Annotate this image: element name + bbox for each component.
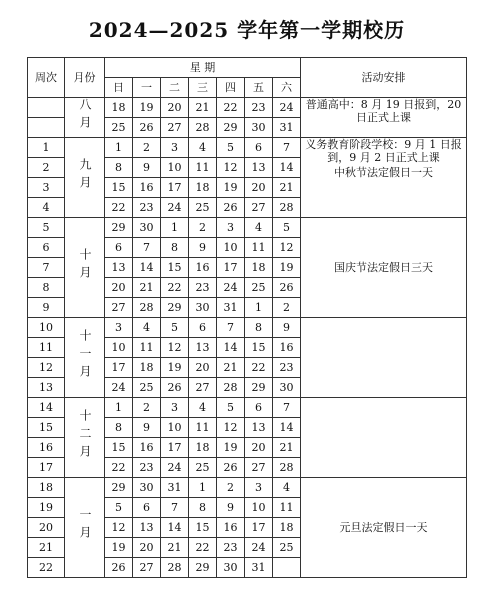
week-header: 周次 (28, 58, 65, 98)
week-row (28, 318, 467, 338)
activity-cell (301, 398, 467, 478)
day-cell: 3 (161, 138, 189, 158)
day-cell: 7 (273, 398, 301, 418)
day-cell: 12 (217, 418, 245, 438)
day-cell: 22 (161, 278, 189, 298)
day-cell: 19 (217, 178, 245, 198)
day-cell: 31 (273, 118, 301, 138)
day-cell: 25 (133, 378, 161, 398)
day-cell: 7 (161, 498, 189, 518)
day-cell: 12 (273, 238, 301, 258)
week-row (28, 98, 467, 118)
day-cell: 28 (161, 558, 189, 578)
day-cell: 23 (217, 538, 245, 558)
day-cell: 16 (133, 438, 161, 458)
day-cell: 13 (245, 158, 273, 178)
day-cell: 18 (105, 98, 133, 118)
weekday-header: 一 (133, 78, 161, 98)
day-cell: 25 (245, 278, 273, 298)
day-cell: 18 (189, 178, 217, 198)
day-cell: 27 (133, 558, 161, 578)
week-number: 18 (28, 478, 65, 498)
day-cell: 30 (189, 298, 217, 318)
week-number: 16 (28, 438, 65, 458)
week-number: 13 (28, 378, 65, 398)
day-cell: 4 (245, 218, 273, 238)
day-cell: 13 (245, 418, 273, 438)
day-cell: 9 (133, 418, 161, 438)
header-row (28, 58, 467, 78)
day-cell: 26 (105, 558, 133, 578)
day-cell: 20 (105, 278, 133, 298)
week-number: 9 (28, 298, 65, 318)
day-cell: 14 (273, 418, 301, 438)
day-cell: 8 (161, 238, 189, 258)
day-cell: 1 (161, 218, 189, 238)
day-cell: 19 (217, 438, 245, 458)
day-cell: 2 (133, 138, 161, 158)
day-cell: 28 (273, 198, 301, 218)
activity-text: 国庆节法定假日三天 (334, 261, 433, 274)
day-cell: 16 (189, 258, 217, 278)
day-cell: 26 (273, 278, 301, 298)
day-cell: 27 (189, 378, 217, 398)
week-number: 11 (28, 338, 65, 358)
day-cell: 24 (245, 538, 273, 558)
week-row (28, 138, 467, 158)
day-cell: 14 (217, 338, 245, 358)
day-cell: 29 (105, 218, 133, 238)
day-cell: 5 (161, 318, 189, 338)
day-cell: 15 (105, 438, 133, 458)
day-cell: 15 (161, 258, 189, 278)
day-cell: 28 (133, 298, 161, 318)
week-number: 21 (28, 538, 65, 558)
day-cell: 9 (273, 318, 301, 338)
page-title: 2024—2025 学年第一学期校历 (88, 18, 406, 42)
activity-cell (301, 98, 467, 138)
weekday-header: 二 (161, 78, 189, 98)
month-label (65, 98, 105, 138)
day-cell: 21 (161, 538, 189, 558)
day-cell: 24 (273, 98, 301, 118)
day-cell: 7 (217, 318, 245, 338)
day-cell: 19 (273, 258, 301, 278)
day-cell: 30 (133, 478, 161, 498)
day-cell: 18 (245, 258, 273, 278)
day-cell: 26 (133, 118, 161, 138)
day-cell: 29 (245, 378, 273, 398)
week-number: 17 (28, 458, 65, 478)
day-cell: 26 (161, 378, 189, 398)
week-row (28, 398, 467, 418)
day-cell: 23 (133, 198, 161, 218)
day-cell: 6 (245, 398, 273, 418)
day-cell: 24 (105, 378, 133, 398)
day-cell: 25 (189, 458, 217, 478)
week-row (28, 478, 467, 498)
day-cell: 5 (217, 138, 245, 158)
day-cell: 6 (245, 138, 273, 158)
week-number: 1 (28, 138, 65, 158)
day-cell: 18 (133, 358, 161, 378)
day-cell: 22 (245, 358, 273, 378)
day-cell: 1 (189, 478, 217, 498)
day-cell: 8 (245, 318, 273, 338)
day-cell: 15 (189, 518, 217, 538)
day-cell: 13 (133, 518, 161, 538)
activity-text: 元旦法定假日一天 (339, 521, 428, 534)
week-number: 14 (28, 398, 65, 418)
day-cell: 27 (245, 198, 273, 218)
activity-cell (301, 318, 467, 398)
day-cell: 19 (161, 358, 189, 378)
day-cell: 20 (245, 438, 273, 458)
day-cell: 23 (273, 358, 301, 378)
day-cell: 5 (273, 218, 301, 238)
day-cell: 13 (189, 338, 217, 358)
day-cell: 28 (217, 378, 245, 398)
week-number: 22 (28, 558, 65, 578)
day-cell: 22 (105, 198, 133, 218)
day-cell: 4 (189, 138, 217, 158)
weekday-header: 五 (245, 78, 273, 98)
day-cell: 8 (105, 158, 133, 178)
school-calendar-table (27, 57, 467, 578)
day-cell: 1 (105, 398, 133, 418)
week-number (28, 118, 65, 138)
day-cell: 3 (105, 318, 133, 338)
month-label (65, 218, 105, 318)
week-number: 2 (28, 158, 65, 178)
day-cell: 20 (189, 358, 217, 378)
month-label (65, 318, 105, 398)
day-cell: 25 (273, 538, 301, 558)
day-cell: 1 (105, 138, 133, 158)
day-cell: 31 (217, 298, 245, 318)
month-label-text: 八月 (78, 98, 92, 134)
day-cell: 4 (133, 318, 161, 338)
day-cell: 15 (245, 338, 273, 358)
day-cell: 24 (161, 458, 189, 478)
day-cell: 27 (245, 458, 273, 478)
day-cell: 9 (217, 498, 245, 518)
day-cell: 21 (273, 178, 301, 198)
day-cell: 26 (217, 198, 245, 218)
day-cell: 10 (245, 498, 273, 518)
day-cell: 25 (189, 198, 217, 218)
day-cell: 6 (189, 318, 217, 338)
week-number: 10 (28, 318, 65, 338)
day-cell: 18 (273, 518, 301, 538)
day-cell: 19 (133, 98, 161, 118)
day-cell: 23 (189, 278, 217, 298)
day-cell: 31 (161, 478, 189, 498)
day-cell: 7 (273, 138, 301, 158)
week-number: 6 (28, 238, 65, 258)
activity-cell (301, 218, 467, 318)
day-cell: 5 (217, 398, 245, 418)
day-cell: 22 (217, 98, 245, 118)
day-cell: 2 (217, 478, 245, 498)
day-cell: 11 (245, 238, 273, 258)
month-label-text: 一月 (78, 508, 92, 544)
week-number: 4 (28, 198, 65, 218)
week-number: 15 (28, 418, 65, 438)
day-cell: 17 (217, 258, 245, 278)
day-cell: 9 (189, 238, 217, 258)
day-cell: 21 (189, 98, 217, 118)
day-cell: 16 (217, 518, 245, 538)
day-cell: 25 (105, 118, 133, 138)
day-cell: 12 (217, 158, 245, 178)
day-cell: 28 (189, 118, 217, 138)
week-number: 20 (28, 518, 65, 538)
activity-cell (301, 478, 467, 578)
day-cell: 3 (217, 218, 245, 238)
day-cell: 6 (133, 498, 161, 518)
day-cell: 21 (273, 438, 301, 458)
day-cell: 13 (105, 258, 133, 278)
week-number: 12 (28, 358, 65, 378)
activity-text: 义务教育阶段学校：9 月 1 日报到，9 月 2 日正式上课 (305, 138, 462, 164)
day-cell: 24 (217, 278, 245, 298)
day-cell: 4 (189, 398, 217, 418)
day-cell: 30 (133, 218, 161, 238)
day-cell: 12 (161, 338, 189, 358)
month-header: 月份 (65, 58, 105, 98)
day-cell: 30 (245, 118, 273, 138)
day-cell: 20 (245, 178, 273, 198)
week-number: 7 (28, 258, 65, 278)
month-label (65, 398, 105, 478)
day-cell: 6 (105, 238, 133, 258)
day-cell: 2 (273, 298, 301, 318)
day-cell: 28 (273, 458, 301, 478)
day-cell: 17 (245, 518, 273, 538)
day-cell: 21 (133, 278, 161, 298)
day-cell: 16 (133, 178, 161, 198)
week-number: 3 (28, 178, 65, 198)
day-cell: 11 (189, 418, 217, 438)
day-cell: 20 (161, 98, 189, 118)
day-cell: 17 (105, 358, 133, 378)
weekday-header: 日 (105, 78, 133, 98)
day-cell: 5 (105, 498, 133, 518)
day-cell: 24 (161, 198, 189, 218)
weekday-header: 四 (217, 78, 245, 98)
day-cell: 31 (245, 558, 273, 578)
day-cell: 29 (189, 558, 217, 578)
day-cell: 23 (133, 458, 161, 478)
day-cell: 14 (161, 518, 189, 538)
day-cell: 29 (105, 478, 133, 498)
week-number: 5 (28, 218, 65, 238)
day-cell: 16 (273, 338, 301, 358)
activity-text: 中秋节法定假日一天 (334, 166, 433, 179)
day-cell: 9 (133, 158, 161, 178)
day-cell: 29 (161, 298, 189, 318)
day-cell: 27 (161, 118, 189, 138)
day-cell: 15 (105, 178, 133, 198)
day-cell: 12 (105, 518, 133, 538)
month-label-text: 十一月 (78, 329, 92, 383)
week-number: 8 (28, 278, 65, 298)
day-cell: 19 (105, 538, 133, 558)
day-cell: 11 (273, 498, 301, 518)
week-number (28, 98, 65, 118)
day-cell: 1 (245, 298, 273, 318)
day-cell: 26 (217, 458, 245, 478)
day-cell: 10 (217, 238, 245, 258)
day-cell: 3 (161, 398, 189, 418)
day-cell: 14 (273, 158, 301, 178)
day-cell: 20 (133, 538, 161, 558)
month-label-text: 十二月 (78, 409, 92, 463)
activity-cell (301, 138, 467, 218)
week-row (28, 218, 467, 238)
day-cell: 18 (189, 438, 217, 458)
day-cell: 22 (189, 538, 217, 558)
month-label-text: 九月 (78, 158, 92, 194)
day-cell: 21 (217, 358, 245, 378)
day-cell: 10 (105, 338, 133, 358)
day-cell: 4 (273, 478, 301, 498)
day-cell: 30 (273, 378, 301, 398)
week-number: 19 (28, 498, 65, 518)
day-cell: 22 (105, 458, 133, 478)
weekday-group-header: 星 期 (105, 58, 301, 78)
day-cell: 10 (161, 158, 189, 178)
day-cell: 8 (105, 418, 133, 438)
day-cell: 8 (189, 498, 217, 518)
day-cell: 2 (133, 398, 161, 418)
day-cell: 17 (161, 438, 189, 458)
day-cell: 14 (133, 258, 161, 278)
month-label-text: 十月 (78, 248, 92, 284)
day-cell: 11 (133, 338, 161, 358)
month-label (65, 478, 105, 578)
day-cell: 10 (161, 418, 189, 438)
day-cell: 7 (133, 238, 161, 258)
month-label (65, 138, 105, 218)
weekday-header: 三 (189, 78, 217, 98)
activities-header: 活动安排 (301, 58, 467, 98)
day-cell: 30 (217, 558, 245, 578)
day-cell: 29 (217, 118, 245, 138)
weekday-header: 六 (273, 78, 301, 98)
day-cell: 27 (105, 298, 133, 318)
activity-text: 普通高中：8 月 19 日报到，20 日正式上课 (305, 98, 462, 124)
day-cell: 3 (245, 478, 273, 498)
day-cell (273, 558, 301, 578)
day-cell: 23 (245, 98, 273, 118)
day-cell: 2 (189, 218, 217, 238)
day-cell: 11 (189, 158, 217, 178)
day-cell: 17 (161, 178, 189, 198)
